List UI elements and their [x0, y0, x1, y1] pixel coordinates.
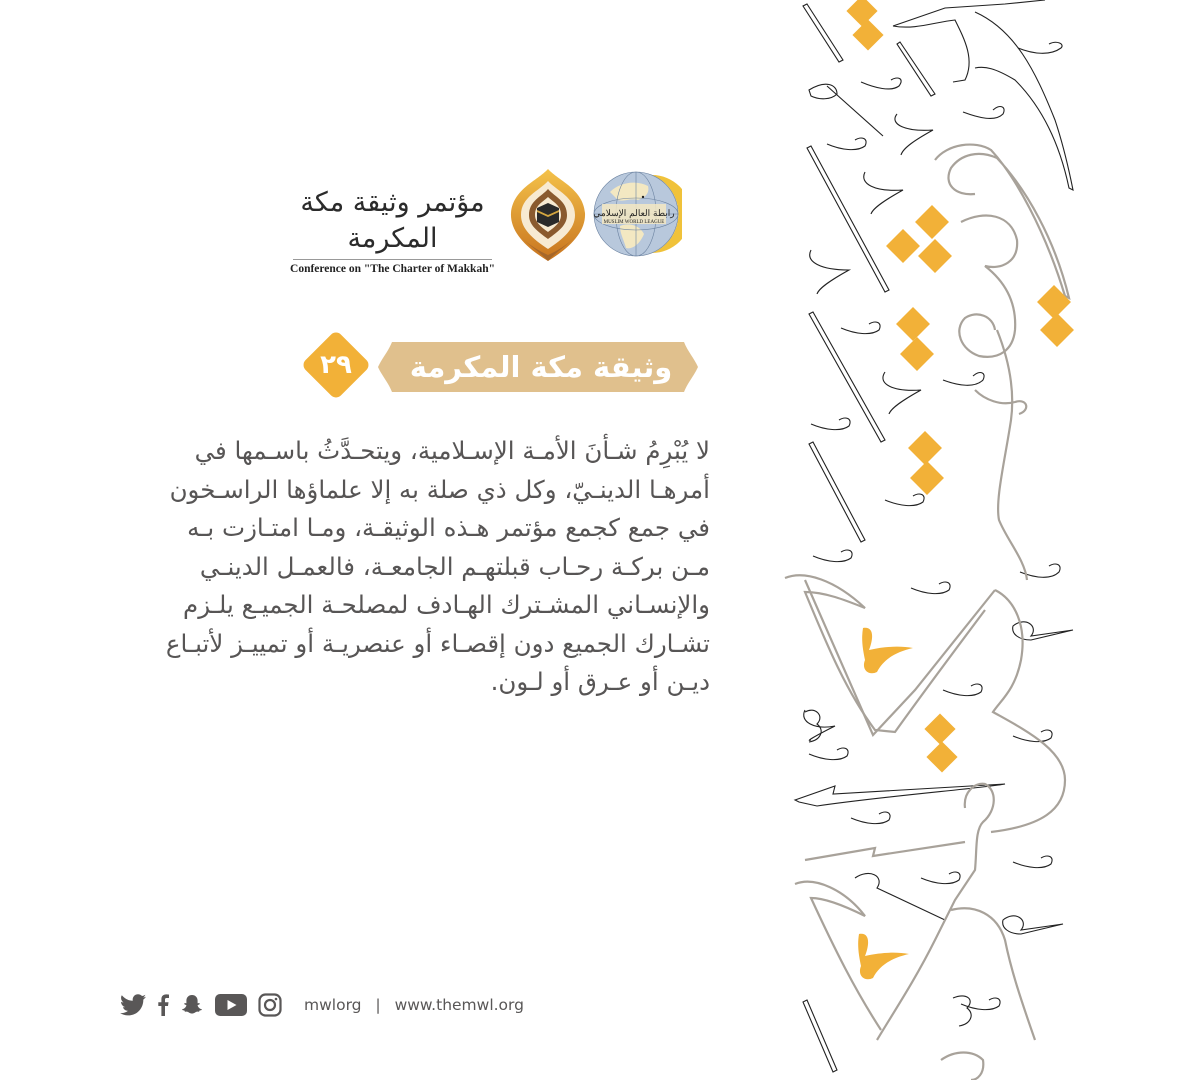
website-link[interactable]: www.themwl.org [394, 996, 524, 1014]
text-line: أمرهـا الدينـيّ، وكل ذي صلة به إلا علماؤها الراسـخون [169, 474, 710, 504]
text-line: في جمع كجمع مؤتمر هـذه الوثيقـة، ومـا امتـازت بـه [187, 513, 710, 542]
article-number: ٢٩ [320, 350, 352, 380]
conference-logo [285, 185, 500, 275]
svg-text:رابطة العالم الإسلامي: رابطة العالم الإسلامي [593, 209, 675, 219]
text-line: والإنسـاني المشـترك الهـادف لمصلحـة الجميـع يلـزم [183, 590, 710, 619]
divider [293, 259, 492, 260]
decorative-calligraphy [765, 0, 1105, 1080]
svg-text:MUSLIM WORLD LEAGUE: MUSLIM WORLD LEAGUE [603, 220, 665, 225]
footer [120, 990, 524, 1020]
text-line: مـن بركـة رحـاب قبلتهـم الجامعـة، فالعمـل الدينـي [199, 551, 710, 581]
kaaba-emblem-icon [507, 167, 589, 263]
title-text: وثيقة مكة المكرمة [409, 350, 673, 384]
header-logos [285, 165, 685, 275]
text-line: تشـارك الجميع دون إقصـاء أو عنصريـة أو تمييـز لأتبـاع [165, 628, 710, 658]
document-title [303, 330, 703, 400]
conference-english-title: Conference on "The Charter of Makkah" [290, 263, 495, 275]
text-line: لا يُبْرِمُ شـأنَ الأمـة الإسـلامية، ويتحـدَّثُ باسـمها في [194, 436, 710, 465]
snapchat-icon[interactable] [180, 994, 204, 1016]
muslim-world-league-emblem-icon [590, 168, 682, 260]
twitter-icon[interactable] [120, 994, 146, 1016]
instagram-icon[interactable] [258, 993, 282, 1017]
social-handle[interactable]: mwlorg [304, 996, 362, 1014]
text-line: ديـن أو عـرق أو لـون. [490, 667, 710, 696]
youtube-icon[interactable] [215, 994, 247, 1016]
conference-arabic-title: مؤتمر وثيقة مكة المكرمة [300, 187, 485, 254]
separator: | [375, 996, 381, 1014]
facebook-icon[interactable] [157, 994, 169, 1016]
charter-article-text [105, 432, 710, 702]
